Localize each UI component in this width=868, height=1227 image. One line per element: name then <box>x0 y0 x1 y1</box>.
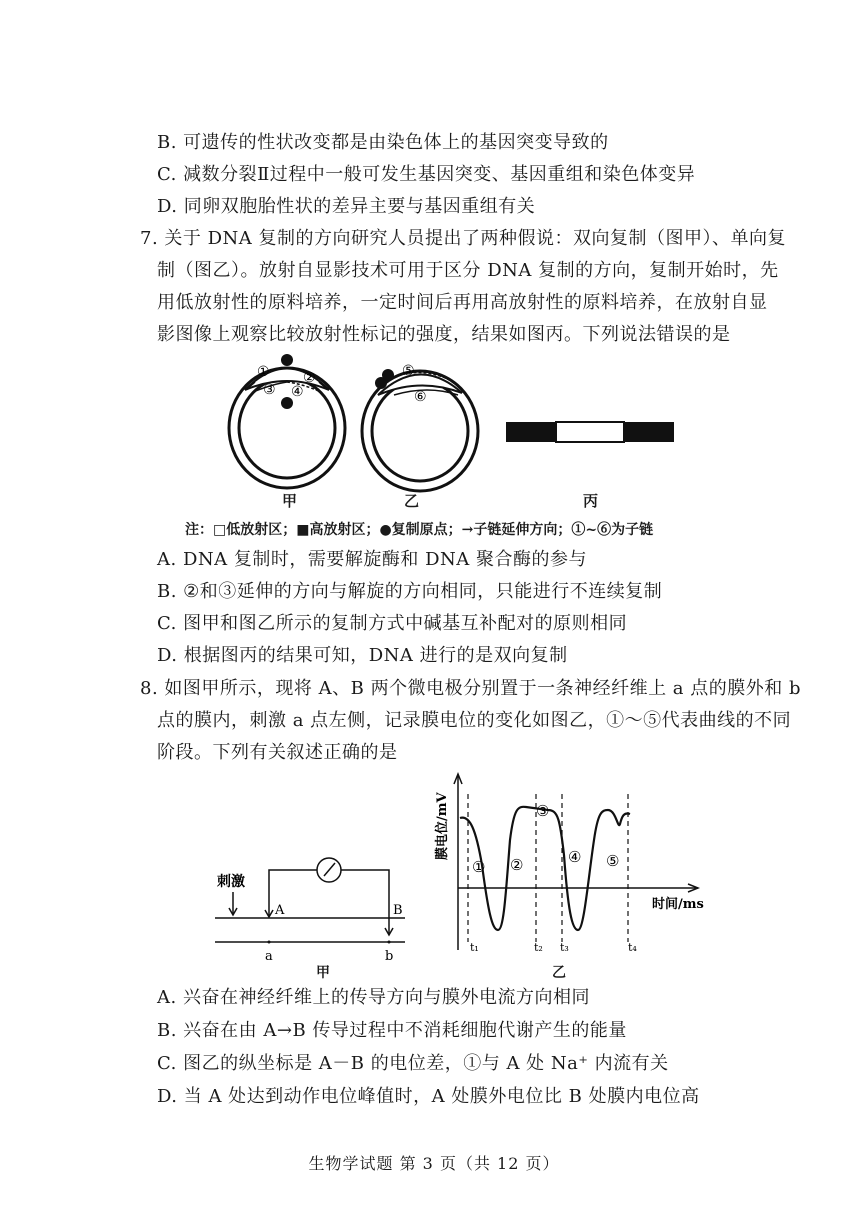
strand-label-2: ② <box>303 370 316 386</box>
q6-option-d: D. 同卵双胞胎性状的差异主要与基因重组有关 <box>157 196 536 217</box>
electrode-a-label: A <box>275 903 285 918</box>
strand-label-4: ④ <box>291 384 304 400</box>
fig-label-bing: 丙 <box>583 492 599 510</box>
q7-stem-line-3: 用低放射性的原料培养，一定时间后再用高放射性的原料培养，在放射自显 <box>157 292 768 313</box>
t4-label: t₄ <box>628 941 637 954</box>
q8-option-a: A. 兴奋在神经纤维上的传导方向与膜外电流方向相同 <box>157 987 590 1008</box>
q7-stem-line-4: 影图像上观察比较放射性标记的强度，结果如图丙。下列说法错误的是 <box>157 324 731 345</box>
point-a-label: a <box>265 949 273 964</box>
stage-label-3: ③ <box>536 802 550 820</box>
replication-origin-dot <box>281 354 293 366</box>
stage-label-2: ② <box>510 856 524 874</box>
low-radioactivity-zone <box>556 422 624 442</box>
high-radioactivity-zone <box>624 422 674 442</box>
q7-option-c: C. 图甲和图乙所示的复制方式中碱基互补配对的原则相同 <box>157 613 628 634</box>
q7-figure-note: 注：□低放射区；■高放射区；●复制原点；→子链延伸方向；①~⑥为子链 <box>185 522 654 538</box>
high-radioactivity-zone <box>506 422 556 442</box>
q7-stem-line-1: 7. 关于 DNA 复制的方向研究人员提出了两种假说：双向复制（图甲）、单向复 <box>140 228 787 249</box>
electrode-b-label: B <box>393 903 403 918</box>
q8-option-c: C. 图乙的纵坐标是 A－B 的电位差，①与 A 处 Na⁺ 内流有关 <box>157 1053 669 1074</box>
q8-stem-line-3: 阶段。下列有关叙述正确的是 <box>157 742 398 763</box>
strand-label-6: ⑥ <box>414 389 427 405</box>
point-a-dot <box>268 941 271 944</box>
strand-label-1: ① <box>257 364 270 380</box>
q7-figure-yi <box>358 355 488 495</box>
q7-option-d: D. 根据图丙的结果可知，DNA 进行的是双向复制 <box>157 645 568 666</box>
t2-label: t₂ <box>534 941 543 954</box>
point-b-dot <box>388 941 391 944</box>
t1-label: t₁ <box>470 941 479 954</box>
q7-figure-bing <box>505 420 675 446</box>
q8-fig-label-jia: 甲 <box>316 965 330 981</box>
electrode-b-wire <box>341 870 389 934</box>
q8-option-d: D. 当 A 处达到动作电位峰值时，A 处膜外电位比 B 处膜内电位高 <box>157 1086 700 1107</box>
q6-option-c: C. 减数分裂Ⅱ过程中一般可发生基因突变、基因重组和染色体变异 <box>157 164 696 185</box>
q8-stem-line-2: 点的膜内，刺激 a 点左侧，记录膜电位的变化如图乙，①～⑤代表曲线的不同 <box>157 710 792 731</box>
replication-origin-dot <box>382 369 394 381</box>
q7-figure-jia <box>225 352 355 492</box>
q8-figure-jia <box>205 848 415 978</box>
membrane-potential-curve <box>460 807 630 930</box>
q8-option-b: B. 兴奋在由 A→B 传导过程中不消耗细胞代谢产生的能量 <box>157 1020 627 1041</box>
q8-stem-line-1: 8. 如图甲所示，现将 A、B 两个微电极分别置于一条神经纤维上 a 点的膜外和 b <box>140 678 801 699</box>
dna-inner-ring <box>239 378 335 478</box>
q7-stem-line-2: 制（图乙）。放射自显影技术可用于区分 DNA 复制的方向，复制开始时，先 <box>157 260 779 281</box>
stimulus-label: 刺激 <box>217 874 245 890</box>
q6-option-b: B. 可遗传的性状改变都是由染色体上的基因突变导致的 <box>157 132 609 153</box>
t3-label: t₃ <box>560 941 569 954</box>
q7-option-b: B. ②和③延伸的方向与解旋的方向相同，只能进行不连续复制 <box>157 581 663 602</box>
q7-option-a: A. DNA 复制时，需要解旋酶和 DNA 聚合酶的参与 <box>157 549 587 570</box>
strand-label-5: ⑤ <box>402 363 415 379</box>
stage-label-4: ④ <box>568 848 582 866</box>
dna-outer-ring <box>229 368 345 488</box>
q8-figure-yi <box>430 770 710 960</box>
x-axis-label: 时间/ms <box>652 897 704 912</box>
point-b-label: b <box>385 949 394 964</box>
y-axis-label: 膜电位/mV <box>435 792 450 860</box>
stage-label-1: ① <box>472 858 486 876</box>
fig-label-jia: 甲 <box>282 492 298 510</box>
q8-fig-label-yi: 乙 <box>552 965 566 981</box>
page-footer: 生物学试题 第 3 页（共 12 页） <box>308 1154 560 1173</box>
fig-label-yi: 乙 <box>404 492 420 510</box>
stage-label-5: ⑤ <box>606 852 620 870</box>
strand-label-3: ③ <box>263 382 276 398</box>
